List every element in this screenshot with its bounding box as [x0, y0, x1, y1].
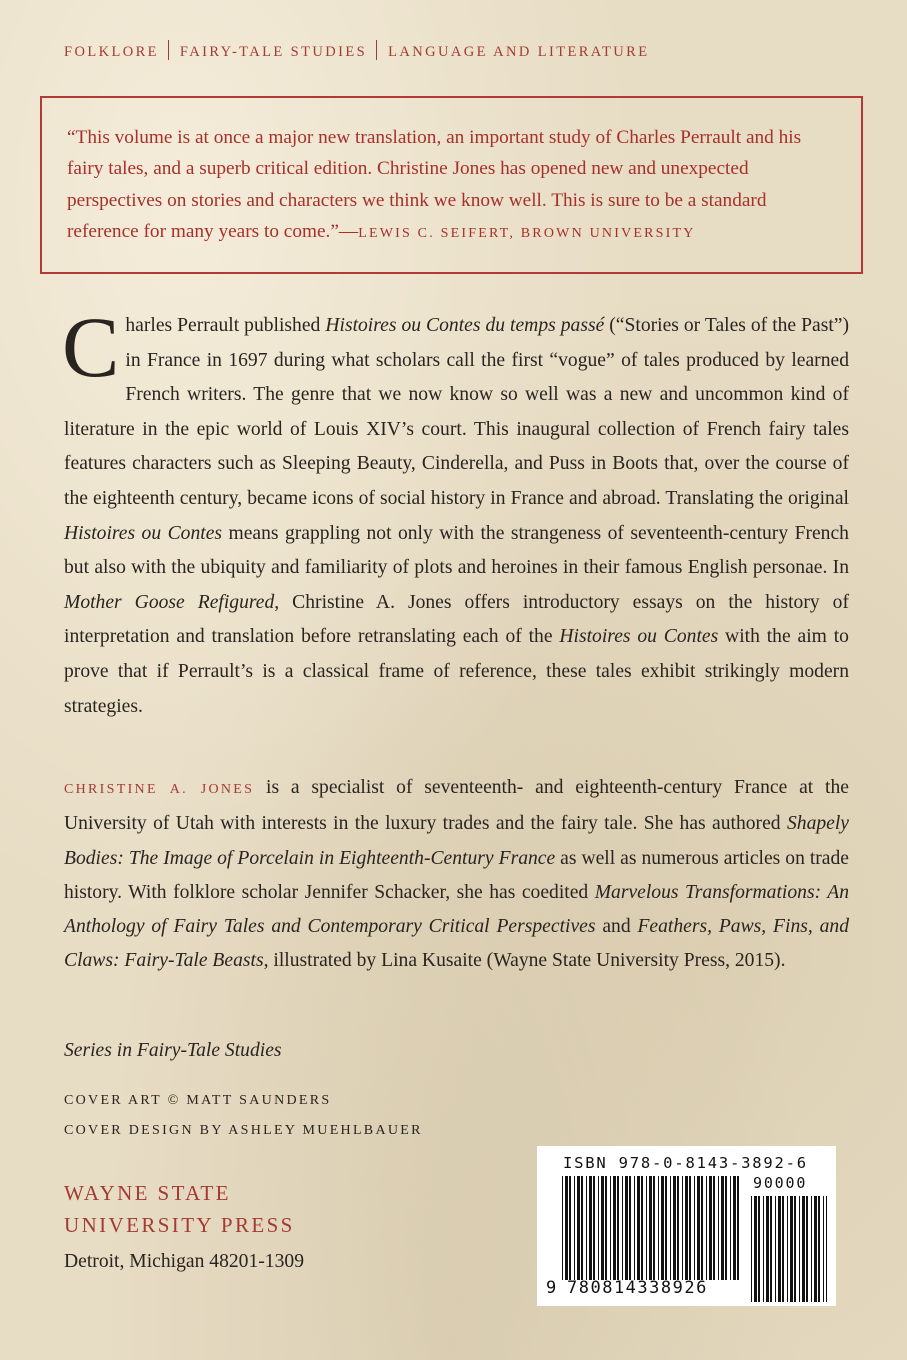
- book-description: [62, 299, 850, 724]
- category-folklore: FOLKLORE: [64, 44, 159, 60]
- bio-text: and: [595, 916, 638, 938]
- category-language-literature: LANGUAGE AND LITERATURE: [388, 44, 650, 60]
- bio-text: , illustrated by Lina Kusaite (Wayne State University Press, 2015).: [263, 950, 786, 972]
- bio-title-italic: Marvelous Transformations: An Anthology of Fairy Tales and Contemporary Critical Perspectives: [64, 881, 849, 938]
- description-title-italic: Histoires ou Contes: [559, 626, 719, 648]
- description-text: , Christine A. Jones offers introductory essays on the history of interpretation and translation before retranslating each of the: [64, 591, 849, 648]
- barcode-digits: 780814338926: [567, 1278, 708, 1298]
- description-title-italic: Histoires ou Contes du temps passé: [325, 315, 605, 336]
- isbn-barcode: [537, 1146, 836, 1306]
- bio-text: as well as numerous articles on trade history. With folklore scholar Jennifer Schacker, she has coedited: [64, 847, 849, 903]
- barcode-lead-digit: 9: [546, 1278, 557, 1298]
- description-text: (“Stories or Tales of the Past”) in France in 1697 during what scholars call the first “vogue” of tales produced by learned French writers. The genre that we now know so well was a new and uncommon kind of literature in the epic world of Louis XIV’s court. This inaugural collection of French fairy tales features characters such as Sleeping Beauty, Cinderella, and Puss in Boots that, over the course of the eighteenth century, became icons of social history in France and abroad. Translating the original: [64, 315, 850, 509]
- publisher-address: Detroit, Michigan 48201-1309: [64, 1251, 304, 1272]
- category-fairy-tale-studies: FAIRY-TALE STUDIES: [179, 44, 368, 60]
- description-text: means grappling not only with the strangeness of seventeenth-century French but also with the ubiquity and familiarity of plots and heroines in their famous English personae. In: [64, 522, 849, 579]
- description-title-italic: Histoires ou Contes: [64, 522, 223, 544]
- subject-categories: [64, 40, 650, 61]
- barcode-addon-digits: 90000: [753, 1174, 808, 1192]
- isbn-label: ISBN 978-0-8143-3892-6: [563, 1154, 808, 1172]
- description-text: with the aim to prove that if Perrault’s is a classical frame of reference, these tales exhibit strikingly modern strategies.: [64, 626, 849, 717]
- endorsement-text: “This volume is at once a major new translation, an important study of Charles Perrault and his fairy tales, and a superb critical edition. Christine Jones has opened new and unexpected perspectives on stories and characters we think we know well. This is sure to be a standard reference for many years to come.”—: [67, 127, 802, 242]
- cover-design-credit: COVER DESIGN BY ASHLEY MUEHLBAUER: [64, 1123, 423, 1138]
- author-name: CHRISTINE A. JONES: [64, 782, 255, 797]
- publisher-name-line1: WAYNE STATE: [64, 1181, 231, 1205]
- description-title-italic: Mother Goose Refigured: [64, 591, 275, 613]
- endorsement-box: [40, 96, 863, 274]
- author-bio: [64, 771, 849, 979]
- publisher-name-line2: UNIVERSITY PRESS: [64, 1213, 295, 1237]
- description-text: harles Perrault published: [125, 315, 326, 336]
- category-divider: [376, 40, 377, 60]
- cover-art-credit: COVER ART © MATT SAUNDERS: [64, 1093, 332, 1108]
- bio-title-italic: Shapely Bodies: The Image of Porcelain in Eighteenth-Century France: [64, 813, 849, 869]
- series-name: Series in Fairy-Tale Studies: [64, 1040, 282, 1061]
- bio-text: is a specialist of seventeenth- and eighteenth-century France at the University of Utah with interests in the luxury trades and the fairy tale. She has authored: [64, 777, 849, 835]
- bio-title-italic: Feathers, Paws, Fins, and Claws: Fairy-Tale Beasts: [64, 916, 849, 972]
- endorsement-attribution: LEWIS C. SEIFERT, BROWN UNIVERSITY: [358, 225, 696, 241]
- endorsement-quote: [67, 122, 841, 249]
- drop-cap: C: [62, 299, 120, 395]
- category-divider: [168, 40, 169, 60]
